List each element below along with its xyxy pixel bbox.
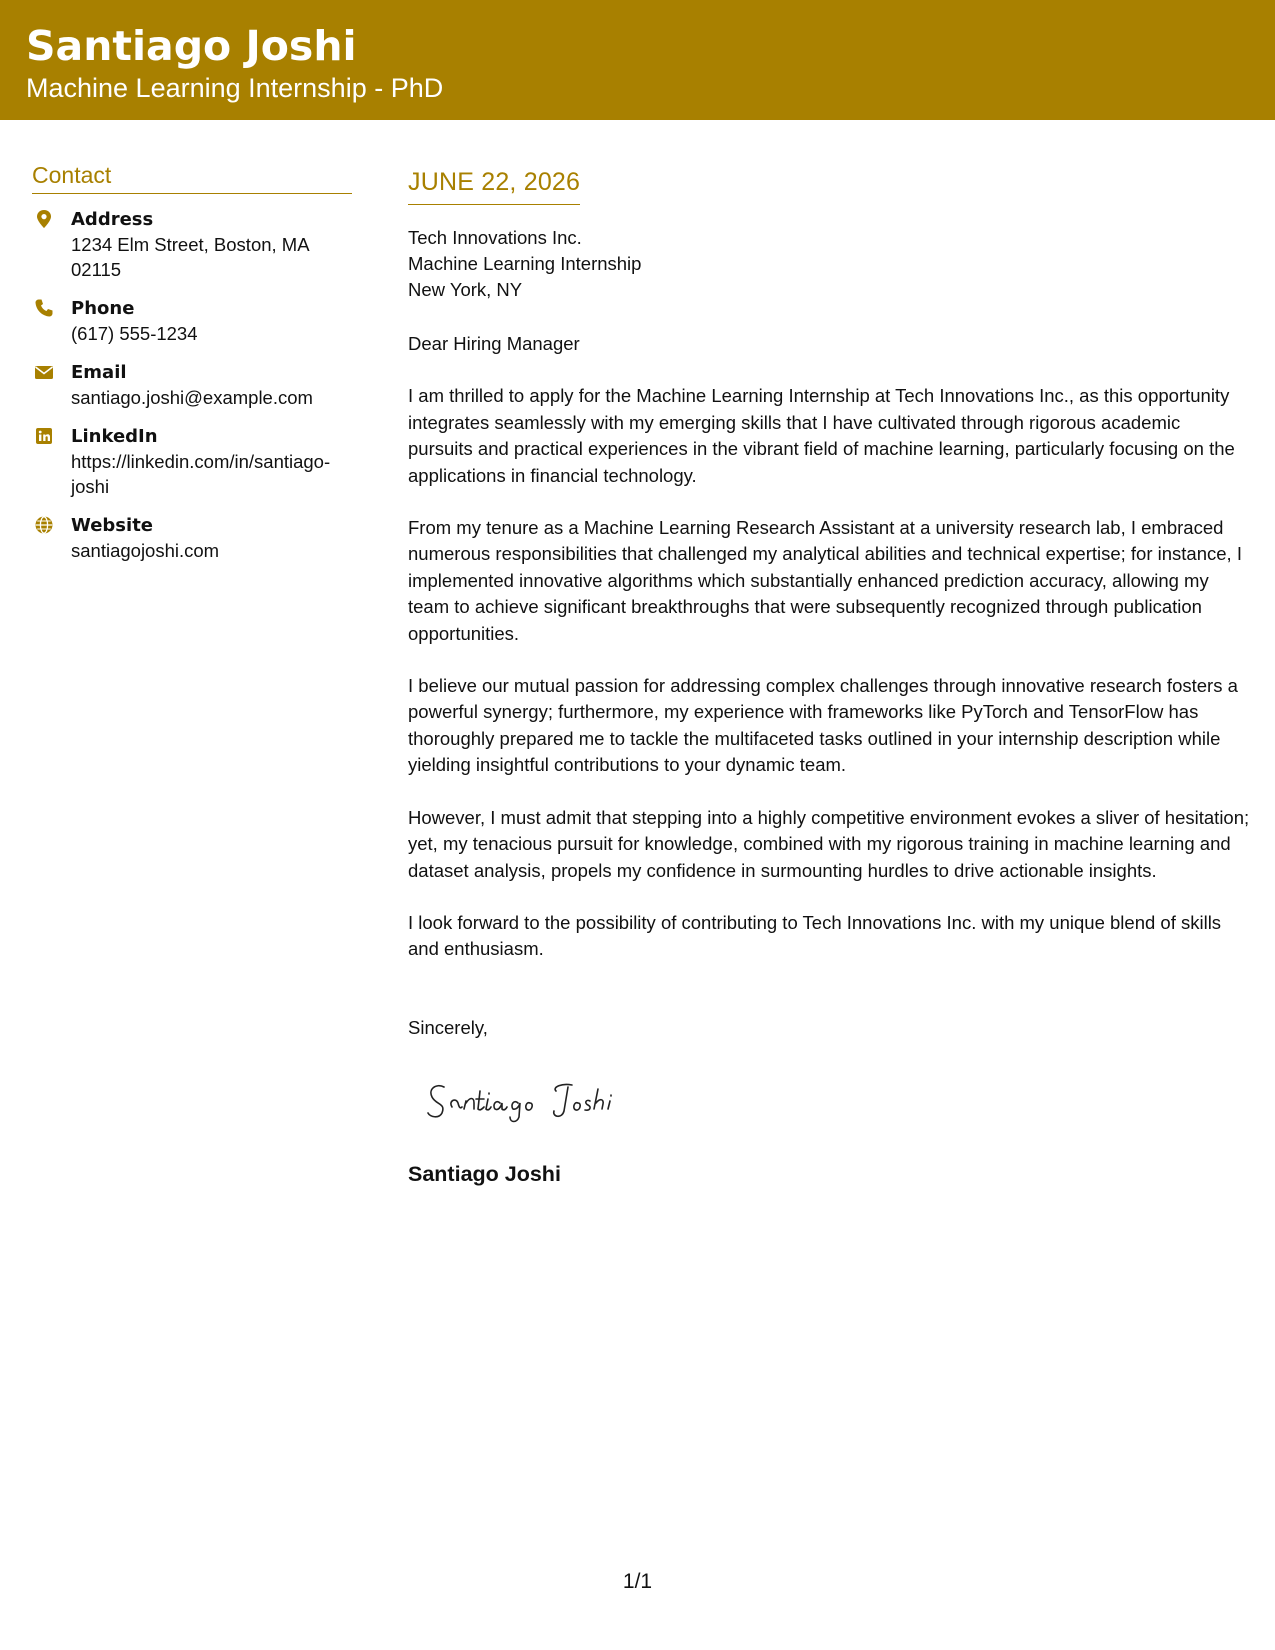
contact-heading: Contact xyxy=(32,162,352,194)
linkedin-icon xyxy=(34,426,54,446)
salutation: Dear Hiring Manager xyxy=(408,333,580,354)
envelope-icon xyxy=(34,362,54,382)
letter-paragraph: However, I must admit that stepping into a highly competitive environment evokes a sliver of hesitation; yet, my tenacious pursuit for knowledge, combined with my rigorous training in machine learning and dataset analysis, propels my confidence in surmounting hurdles to drive actionable insights. xyxy=(408,806,1250,881)
contact-label: Phone xyxy=(71,298,135,319)
contact-sidebar xyxy=(32,162,352,578)
recipient-location: New York, NY xyxy=(408,279,523,300)
letter-paragraph: I am thrilled to apply for the Machine Learning Internship at Tech Innovations Inc., as this opportunity integrates seamlessly with my emerging skills that I have cultivated through rigorous academic pursuits and practical experiences in the vibrant field of machine learning, particularly focusing on the applications in financial technology. xyxy=(408,385,1235,486)
page-number: 1/1 xyxy=(622,1570,653,1593)
applicant-name: Santiago Joshi xyxy=(26,22,357,70)
closing: Sincerely, xyxy=(408,1016,488,1038)
letter-paragraph: I believe our mutual passion for addressing complex challenges through innovative research fosters a powerful synergy; furthermore, my experience with frameworks like PyTorch and TensorFlow has thoroughly prepared me to tackle the multifaceted tasks outlined in your internship description while yielding insightful contributions to your dynamic team. xyxy=(408,675,1238,776)
contact-label: LinkedIn xyxy=(71,426,158,447)
contact-linkedin xyxy=(32,425,352,499)
contact-label: Address xyxy=(71,209,154,230)
map-pin-icon xyxy=(34,209,54,229)
globe-icon xyxy=(34,515,54,535)
contact-value[interactable]: santiagojoshi.com xyxy=(71,540,220,561)
contact-label: Email xyxy=(71,362,127,383)
signer-name: Santiago Joshi xyxy=(408,1161,561,1186)
contact-website xyxy=(32,514,352,563)
applicant-role: Machine Learning Internship - PhD xyxy=(26,73,444,103)
header-banner xyxy=(0,0,1275,120)
recipient-block xyxy=(408,225,1250,303)
contact-value: 1234 Elm Street, Boston, MA 02115 xyxy=(71,234,309,280)
letter-date: JUNE 22, 2026 xyxy=(408,166,580,205)
contact-address xyxy=(32,208,352,282)
contact-value: santiago.joshi@example.com xyxy=(71,387,313,408)
contact-label: Website xyxy=(71,515,154,536)
handwritten-signature xyxy=(422,1067,662,1127)
letter-body xyxy=(408,166,1250,1187)
recipient-company: Tech Innovations Inc. xyxy=(408,227,582,248)
recipient-position: Machine Learning Internship xyxy=(408,253,642,274)
contact-value[interactable]: https://linkedin.com/in/santiago-joshi xyxy=(71,451,331,497)
contact-email xyxy=(32,361,352,410)
contact-value: (617) 555-1234 xyxy=(71,323,198,344)
phone-icon xyxy=(34,298,54,318)
letter-paragraph: I look forward to the possibility of contributing to Tech Innovations Inc. with my unique blend of skills and enthusiasm. xyxy=(408,911,1222,960)
letter-paragraph: From my tenure as a Machine Learning Research Assistant at a university research lab, I embraced numerous responsibilities that challenged my analytical abilities and technical expertise; for instance, I implemented innovative algorithms which substantially enhanced prediction accuracy, allowing my team to achieve significant breakthroughs that were subsequently recognized through publication opportunities. xyxy=(408,517,1242,644)
contact-phone xyxy=(32,297,352,346)
